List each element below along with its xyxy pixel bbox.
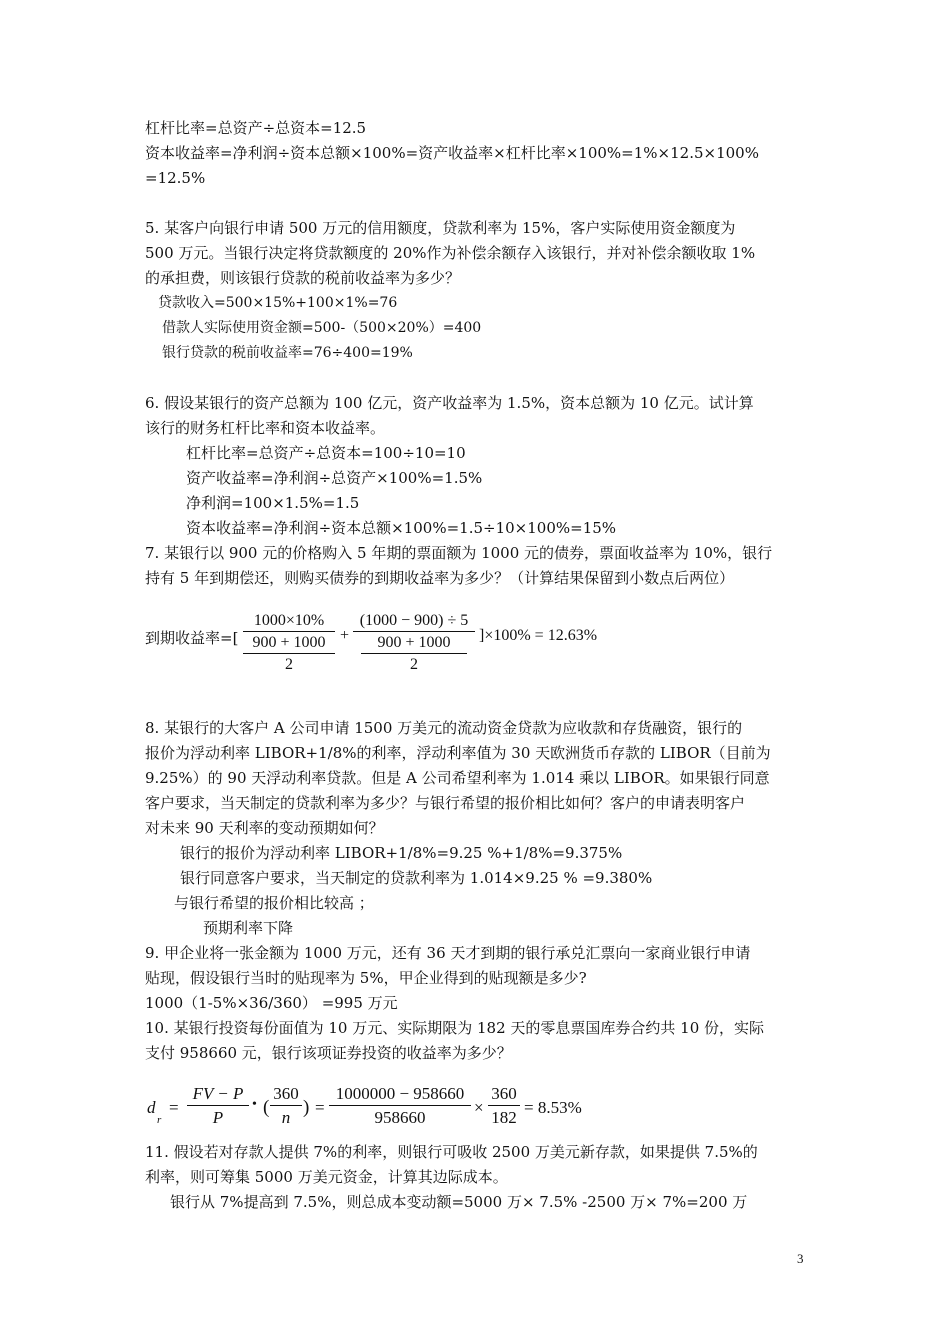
question-11-text: 11. 假设若对存款人提供 7%的利率，则银行可吸收 2500 万美元新存款，如果提供 7.5%的 (145, 1143, 758, 1161)
text-line: 资本收益率=净利润÷资本总额×100%=资产收益率×杠杆比率×100%=1%×12.5×100% (145, 144, 759, 162)
fraction-price-diff-denominator: 958660 (374, 1108, 426, 1127)
fraction-fv-p (187, 1084, 249, 1128)
fraction-1 (243, 612, 335, 674)
right-paren: ) (303, 1097, 310, 1118)
fraction-fv-p-denominator: P (212, 1108, 224, 1127)
fraction-360-n-denominator: n (281, 1108, 291, 1127)
question-10-text: 10. 某银行投资每份面值为 10 万元、实际期限为 182 天的零息票国库券合约共 10 份，实际 (145, 1019, 765, 1037)
formula-subscript: r (157, 1114, 162, 1126)
discount-yield-formula (145, 1084, 605, 1142)
question-8-text: 报价为浮动利率 LIBOR+1/8%的利率，浮动利率值为 30 天欧洲货币存款的 LIBOR（目前为 (145, 744, 771, 762)
times-sign: × (474, 1098, 484, 1117)
left-paren: ( (263, 1097, 270, 1118)
fraction-360-182-denominator: 182 (491, 1108, 517, 1127)
question-9-text: 贴现，假设银行当时的贴现率为 5%，甲企业得到的贴现额是多少? (145, 969, 587, 987)
question-9-text: 9. 甲企业将一张金额为 1000 万元，还有 36 天才到期的银行承兑汇票向一家商业银行申请 (145, 944, 751, 962)
question-6-text: 6. 假设某银行的资产总额为 100 亿元，资产收益率为 1.5%，资本总额为 10 亿元。试计算 (145, 394, 754, 412)
fraction-2-sub-denominator: 2 (410, 656, 418, 673)
formula-result: = 8.53% (524, 1098, 582, 1117)
answer-8-line: 与银行希望的报价相比较高 ； (174, 894, 374, 912)
fraction-1-sub-numerator: 900 + 1000 (243, 632, 335, 654)
question-11-text: 利率，则可筹集 5000 万美元资金，计算其边际成本。 (145, 1168, 508, 1186)
answer-6-line: 资产收益率=净利润÷总资产×100%=1.5% (186, 469, 483, 487)
text-line: 杠杆比率=总资产÷总资本=12.5 (145, 119, 367, 137)
fraction-360-182 (488, 1084, 520, 1128)
question-5-text: 500 万元。当银行决定将贷款额度的 20%作为补偿余额存入该银行，并对补偿余额收取 1% (145, 244, 756, 262)
answer-9-line: 1000（1-5%×36/360） =995 万元 (145, 994, 398, 1012)
fraction-2-sub-numerator: 900 + 1000 (361, 632, 467, 654)
question-6-text: 该行的财务杠杆比率和资本收益率。 (145, 419, 386, 437)
answer-8-line: 银行同意客户要求，当天制定的贷款利率为 1.014×9.25 % =9.380% (180, 869, 653, 887)
formula-rhs: ]×100% = 12.63% (479, 627, 598, 644)
answer-8-line: 银行的报价为浮动利率 LIBOR+1/8%=9.25 %+1/8%=9.375% (180, 844, 623, 862)
answer-6-line: 杠杆比率=总资产÷总资本=100÷10=10 (186, 444, 466, 462)
fraction-360-182-numerator: 360 (488, 1084, 520, 1106)
question-8-text: 8. 某银行的大客户 A 公司申请 1500 万美元的流动资金贷款为应收款和存货融资，银行的 (145, 719, 743, 737)
formula-lhs: 到期收益率=[ (145, 629, 239, 647)
bullet-operator: • (252, 1097, 257, 1112)
text-line: =12.5% (145, 169, 206, 187)
fraction-1-numerator: 1000×10% (243, 612, 335, 632)
answer-11-line: 银行从 7%提高到 7.5%，则总成本变动额=5000 万× 7.5% -2500 万× 7%=200 万 (170, 1193, 748, 1211)
fraction-fv-p-numerator: FV − P (187, 1084, 249, 1106)
fraction-360-n-numerator: 360 (270, 1084, 302, 1106)
fraction-1-sub-denominator: 2 (285, 656, 293, 673)
plus-sign: + (340, 627, 350, 644)
fraction-price-diff-numerator: 1000000 − 958660 (329, 1084, 471, 1106)
question-5-text: 的承担费，则该银行贷款的税前收益率为多少？ (145, 269, 461, 287)
question-8-text: 对未来 90 天利率的变动预期如何？ (145, 819, 384, 837)
question-8-text: 9.25%）的 90 天浮动利率贷款。但是 A 公司希望利率为 1.014 乘以 LIBOR。如果银行同意 (145, 769, 770, 787)
fraction-360-n (270, 1084, 302, 1128)
question-8-text: 客户要求，当天制定的贷款利率为多少？与银行希望的报价相比如何？客户的申请表明客户 (145, 794, 746, 812)
formula-d: d (147, 1098, 156, 1117)
answer-8-line: 预期利率下降 (203, 919, 294, 937)
answer-6-line: 资本收益率=净利润÷资本总额×100%=1.5÷10×100%=15% (186, 519, 617, 537)
answer-6-line: 净利润=100×1.5%=1.5 (186, 494, 360, 512)
fraction-price-diff (329, 1084, 471, 1128)
fraction-2-numerator: (1000 − 900) ÷ 5 (353, 612, 475, 632)
answer-5-line: 银行贷款的税前收益率=76÷400=19% (162, 345, 413, 361)
answer-5-line: 借款人实际使用资金额=500-（500×20%）=400 (162, 320, 482, 336)
fraction-2 (353, 612, 475, 674)
answer-5-line: 贷款收入=500×15%+100×1%=76 (158, 295, 398, 311)
question-10-text: 支付 958660 元，银行该项证券投资的收益率为多少？ (145, 1044, 512, 1062)
yield-to-maturity-formula (145, 612, 665, 692)
question-7-text: 持有 5 年到期偿还，则购买债券的到期收益率为多少？（计算结果保留到小数点后两位） (145, 569, 735, 587)
question-5-text: 5. 某客户向银行申请 500 万元的信用额度，贷款利率为 15%，客户实际使用资金额度为 (145, 219, 736, 237)
equals-sign: = (315, 1098, 325, 1117)
equals-sign: = (169, 1098, 179, 1117)
page-number: 3 (797, 1251, 804, 1266)
question-7-text: 7. 某银行以 900 元的价格购入 5 年期的票面额为 1000 元的债券，票面收益率为 10%，银行 (145, 544, 773, 562)
